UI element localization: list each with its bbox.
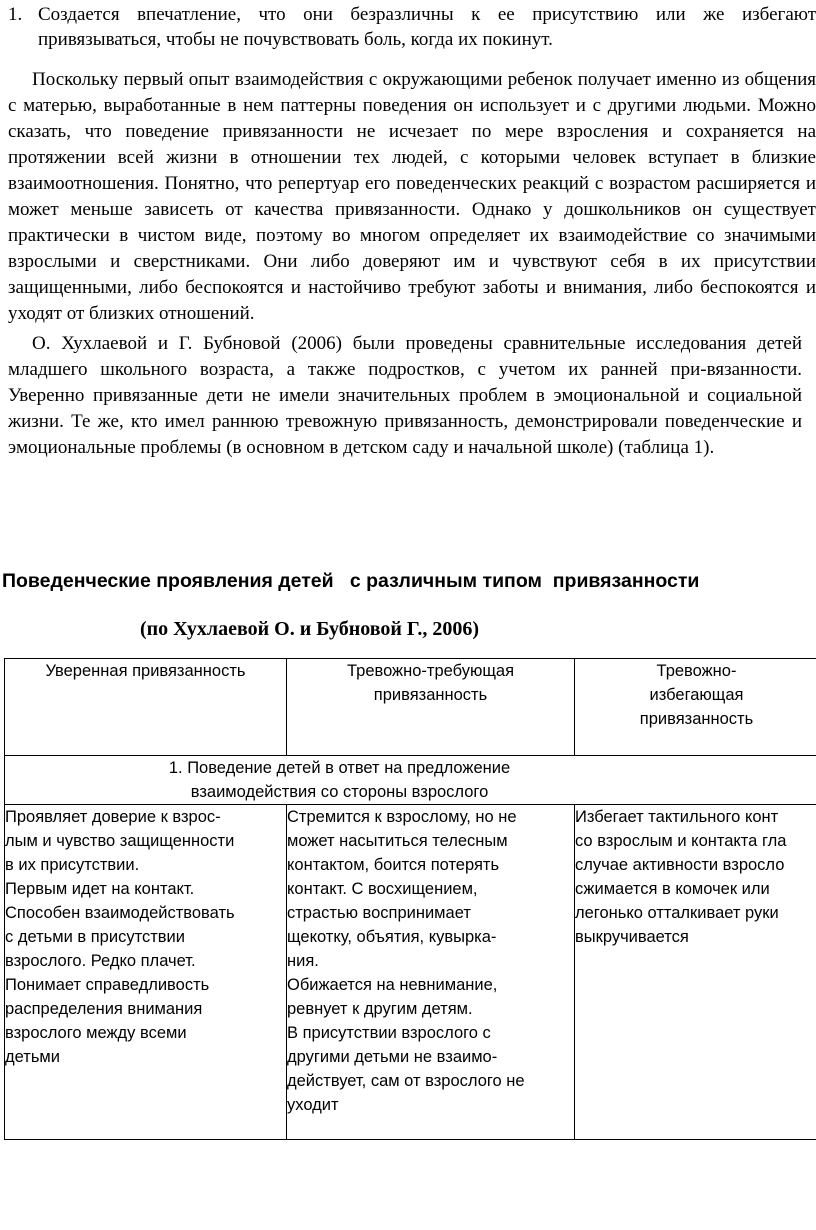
list-item-text: Создается впечатление, что они безразличны к ее присутствию или же избегают привязываться, чтобы не почувствовать боль, когда их покинут.	[38, 4, 816, 50]
section-label: 1. Поведение детей в ответ на предложение взаимодействия со стороны взрослого	[5, 756, 816, 805]
cell-line: взрослого. Редко плачет.	[5, 952, 196, 970]
cell-line: Обижается на невнимание,	[287, 976, 498, 994]
table-header-row	[5, 659, 816, 756]
header-secure-attachment: Уверенная привязанность	[5, 659, 287, 756]
attachment-behavior-table	[4, 658, 816, 1140]
cell-line: детьми	[5, 1048, 60, 1066]
cell-line: распределения внимания	[5, 1000, 203, 1018]
cell-line: щекотку, объятия, кувырка-	[287, 928, 497, 946]
cell-line: Понимает справедливость	[5, 976, 210, 994]
cell-secure	[5, 805, 287, 1140]
cell-line: в их присутствии.	[5, 856, 140, 874]
cell-line: со взрослым и контакта гла	[575, 832, 787, 850]
header-anxious-demanding: Тревожно-требующая привязанность	[287, 659, 575, 756]
header-anxious-avoidant: Тревожно-избегающая привязанность	[575, 659, 816, 756]
list-item-1	[8, 2, 816, 52]
table-body-row	[5, 805, 816, 1140]
cell-line: сжимается в комочек или	[575, 880, 770, 898]
cell-line: ревнует к другим детям.	[287, 1000, 473, 1018]
cell-line: действует, сам от взрослого не	[287, 1072, 525, 1090]
cell-line: Избегает тактильного конт	[575, 808, 779, 826]
cell-line: легонько отталкивает руки	[575, 904, 779, 922]
cell-line: контактом, боится потерять	[287, 856, 500, 874]
table-subtitle: (по Хухлаевой О. и Бубновой Г., 2006)	[140, 618, 480, 640]
cell-line: может насытиться телесным	[287, 832, 508, 850]
cell-line: Способен взаимодействовать	[5, 904, 235, 922]
cell-line: ния.	[287, 952, 319, 970]
paragraph-attachment-behavior: Поскольку первый опыт взаимодействия с окружающими ребенок получает именно из общения с матерью, выработанные в нем паттерны поведения он использует и с другими людьми. Можно сказать, что поведение привязанности не исчезает по мере взросления и сохраняется на протяжении всей жизни в отношении тех людей, с которыми человек вступает в близкие взаимоотношения. Понятно, что репертуар его поведенческих реакций с возрастом расширяется и может меньше зависеть от качества привязанности. Однако у дошкольников он существует практически в чистом виде, поэтому во многом определяет их взаимодействие со значимыми взрослыми и сверстниками. Они либо доверяют им и чувствуют себя в их присутствии защищенными, либо беспокоятся и настойчиво требуют заботы и внимания, либо беспокоятся и уходят от близких отношений.	[8, 69, 816, 324]
table-title: Поведенческие проявления детей с различным типом привязанности	[2, 570, 700, 592]
cell-line: другими детьми не взаимо-	[287, 1048, 498, 1066]
cell-line: контакт. С восхищением,	[287, 880, 478, 898]
cell-line: Стремится к взрослому, но не	[287, 808, 517, 826]
cell-line: страстью воспринимает	[287, 904, 471, 922]
cell-line: Первым идет на контакт.	[5, 880, 195, 898]
cell-line: с детьми в присутствии	[5, 928, 185, 946]
cell-line: случае активности взросло	[575, 856, 785, 874]
cell-anxious-demanding	[287, 805, 575, 1140]
cell-line: В присутствии взрослого с	[287, 1024, 491, 1042]
cell-anxious-avoidant	[575, 805, 816, 1140]
cell-line: взрослого между всеми	[5, 1024, 187, 1042]
paragraph-research-summary: О. Хухлаевой и Г. Бубновой (2006) были проведены сравнительные исследования детей младшего школьного возраста, а также подростков, с учетом их ранней при-вязанности. Уверенно привязанные дети не имели значительных проблем в эмоциональной и социальной жизни. Те же, кто имел раннюю тревожную привязанность, демонстрировали поведенческие и эмоциональные проблемы (в основном в детском саду и начальной школе) (таблица 1).	[8, 333, 802, 458]
cell-line: Проявляет доверие к взрос-	[5, 808, 221, 826]
cell-line: уходит	[287, 1096, 339, 1114]
cell-line: лым и чувство защищенности	[5, 832, 235, 850]
table-section-row	[5, 756, 816, 805]
list-number: 1.	[8, 4, 23, 25]
cell-line: выкручивается	[575, 928, 689, 946]
